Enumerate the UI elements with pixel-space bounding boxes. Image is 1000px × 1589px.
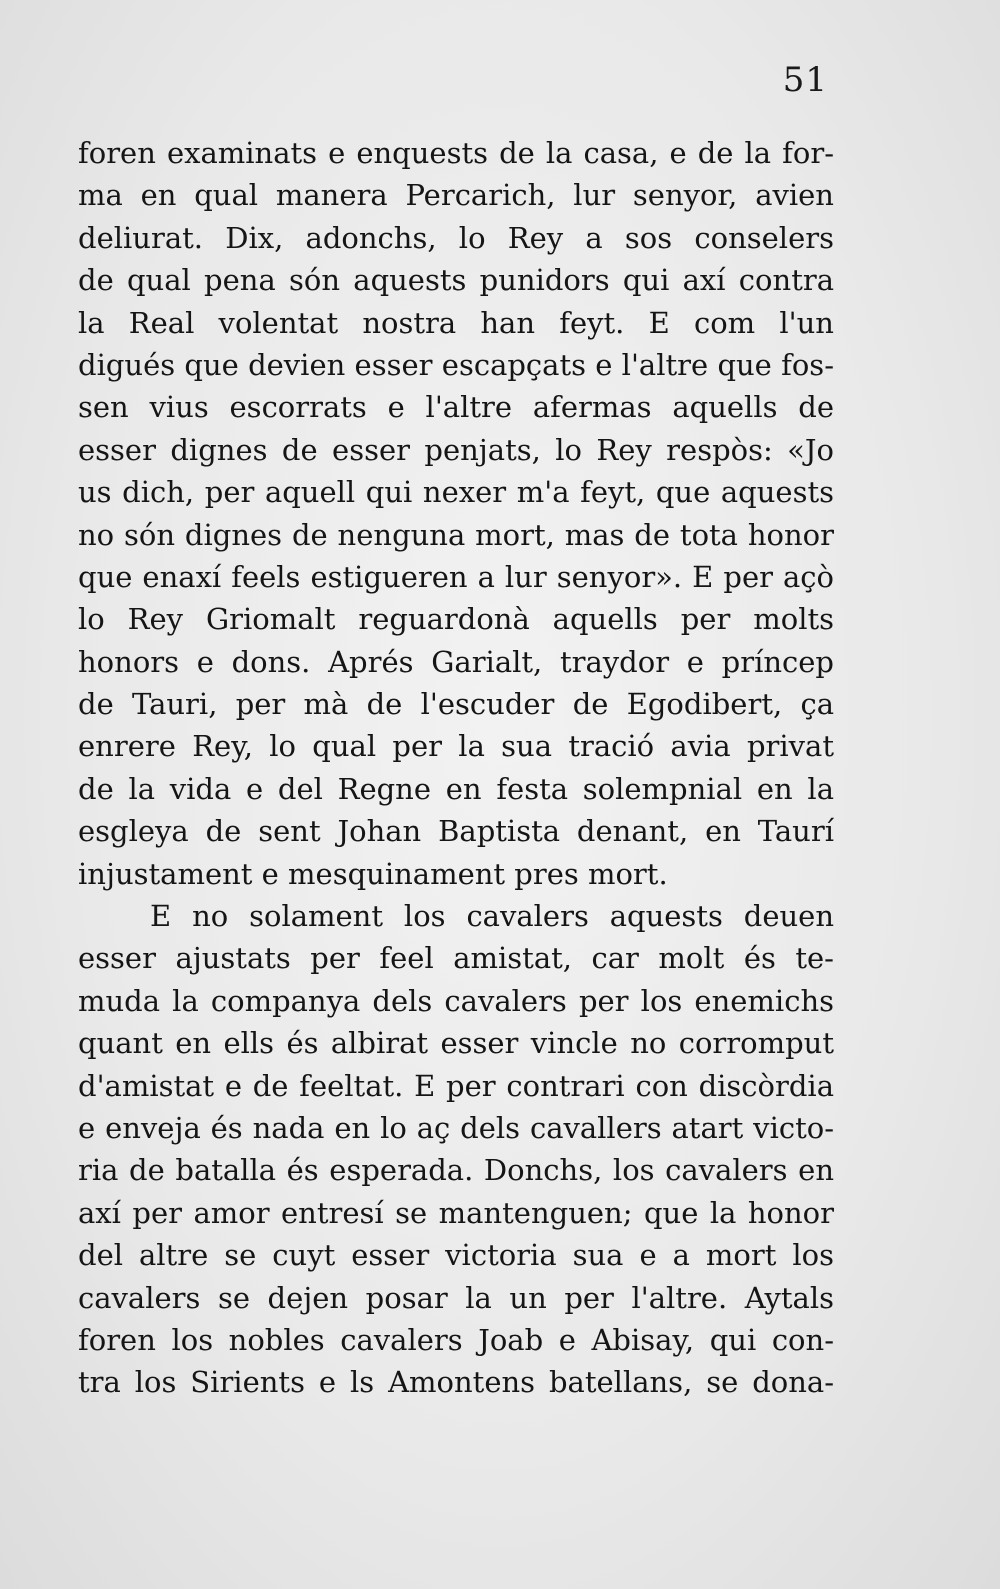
text-line: foren examinats e enquests de la casa, e de la for- [78, 136, 834, 170]
text-line: honors e dons. Aprés Garialt, traydor e príncep [78, 644, 834, 679]
text-line: E no solament los cavalers aquests deuen [150, 899, 834, 934]
text-line: que enaxí feels estigueren a lur senyor». E per açò [78, 559, 834, 594]
text-line: injustament e mesquinament pres mort. [78, 856, 668, 891]
text-line: quant en ells és albirat esser vincle no corromput [78, 1026, 834, 1061]
text-line: esser ajustats per feel amistat, car molt és te- [78, 941, 834, 976]
text-line: lo Rey Griomalt reguardonà aquells per molts [78, 602, 834, 637]
text-line: d'amistat e de feeltat. E per contrari con discòrdia [78, 1068, 834, 1103]
text-line: deliurat. Dix, adonchs, lo Rey a sos conselers [78, 220, 834, 255]
text-line: foren los nobles cavalers Joab e Abisay, qui con- [78, 1322, 834, 1357]
paragraph-1 [78, 132, 834, 895]
text-line: digués que devien esser escapçats e l'altre que fos- [78, 347, 834, 382]
text-line: enrere Rey, lo qual per la sua tració avia privat [78, 729, 834, 764]
text-line: tra los Sirients e ls Amontens batellans, se dona- [78, 1365, 834, 1400]
text-line: de Tauri, per mà de l'escuder de Egodibert, ça [78, 687, 834, 722]
body-text [78, 132, 834, 1404]
text-line: esser dignes de esser penjats, lo Rey respòs: «Jo [78, 432, 834, 467]
paragraph-2 [78, 895, 834, 1404]
text-line: no són dignes de nenguna mort, mas de tota honor [78, 517, 834, 552]
text-line: cavalers se dejen posar la un per l'altre. Aytals [78, 1280, 834, 1315]
page-number: 51 [782, 60, 828, 100]
text-line: de qual pena són aquests punidors qui axí contra [78, 263, 834, 298]
text-line: ria de batalla és esperada. Donchs, los cavalers en [78, 1153, 834, 1188]
text-line: muda la companya dels cavalers per los enemichs [78, 983, 834, 1018]
text-line: ma en qual manera Percarich, lur senyor, avien [78, 178, 834, 213]
text-line: sen vius escorrats e l'altre afermas aquells de [78, 390, 834, 425]
text-line: axí per amor entresí se mantenguen; que la honor [78, 1195, 834, 1230]
text-line: us dich, per aquell qui nexer m'a feyt, que aquests [78, 475, 834, 510]
text-line: la Real volentat nostra han feyt. E com l'un [78, 305, 834, 340]
text-line: de la vida e del Regne en festa solempnial en la [78, 771, 834, 806]
text-line: e enveja és nada en lo aç dels cavallers atart victo- [78, 1110, 834, 1145]
text-line: del altre se cuyt esser victoria sua e a mort los [78, 1238, 834, 1273]
text-line: esgleya de sent Johan Baptista denant, en Taurí [78, 814, 834, 849]
